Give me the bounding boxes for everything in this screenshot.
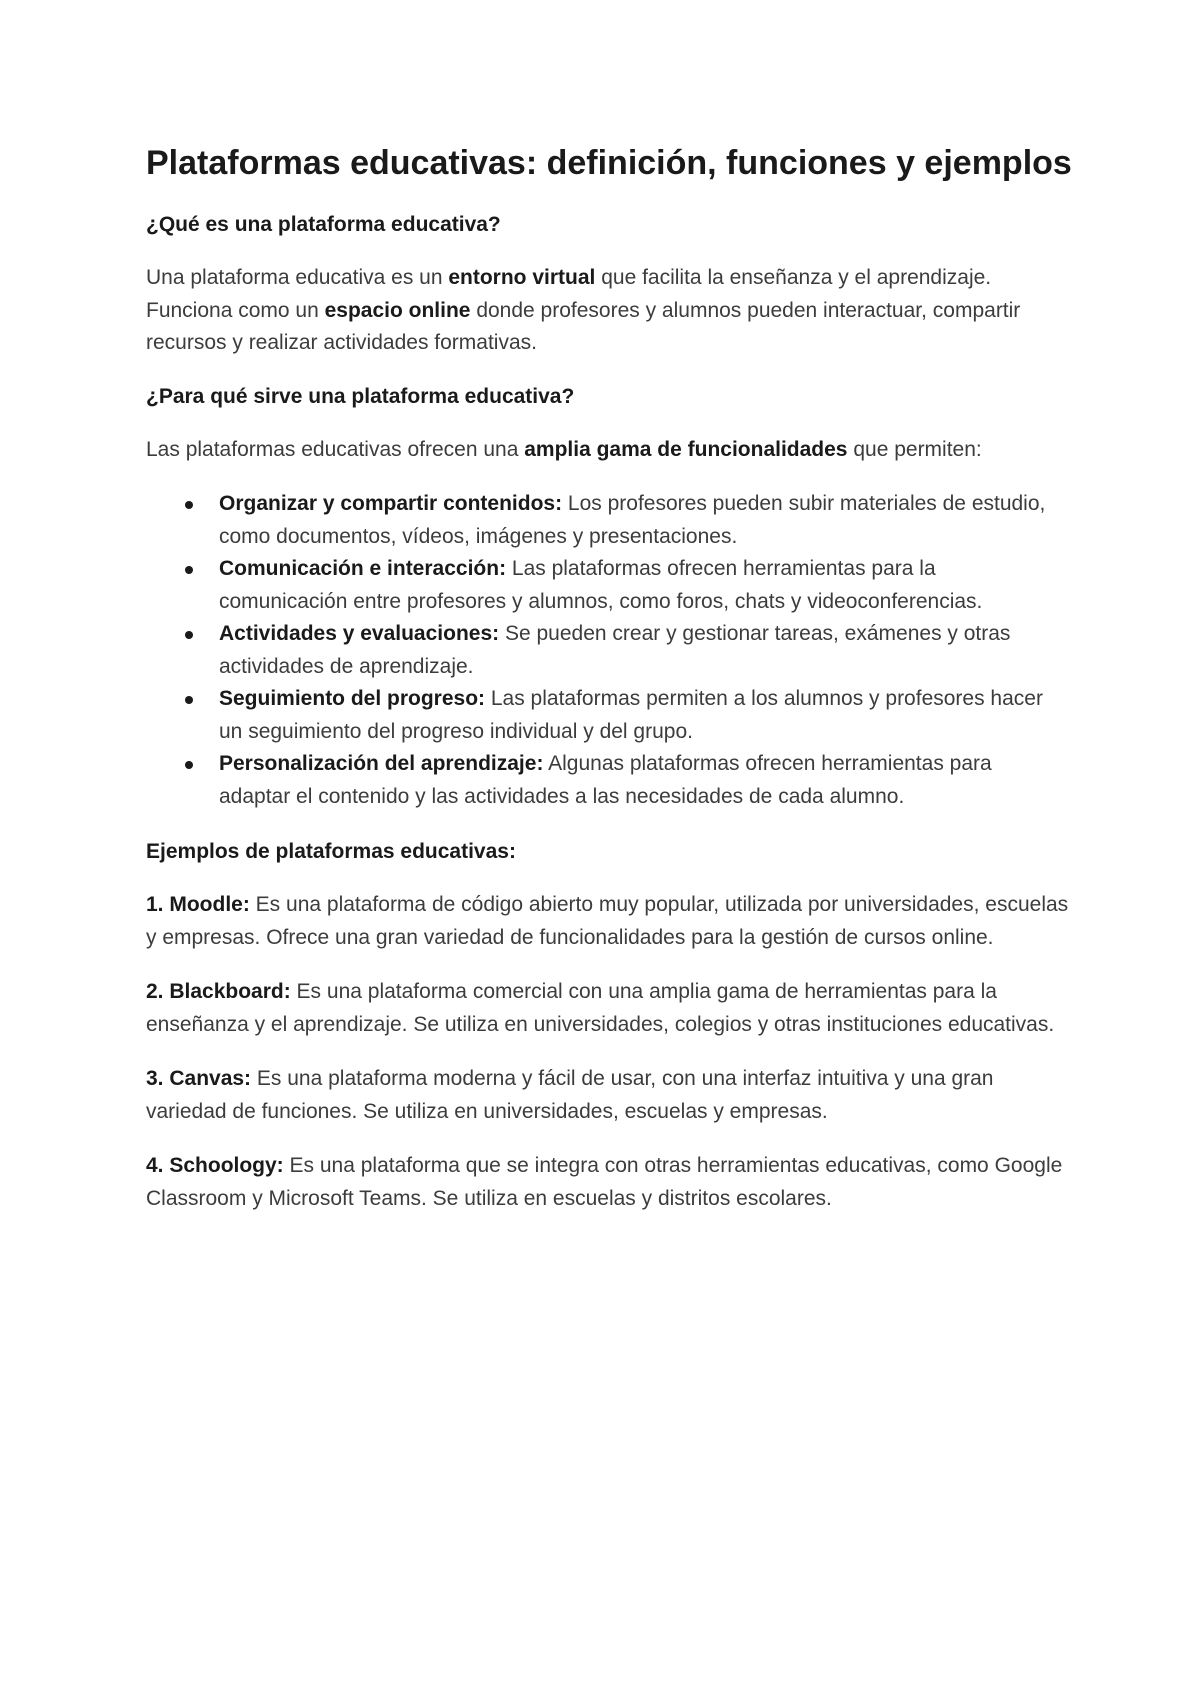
paragraph-what-is: Una plataforma educativa es un entorno virtual que facilita la enseñanza y el aprendizaje. Funciona como un espacio online donde profesores y alumnos pueden interactuar, compartir recursos y realizar actividades formativas.	[146, 266, 1021, 354]
list-item: Comunicación e interacción: Las plataformas ofrecen herramientas para la comunicación entre profesores y alumnos, como foros, chats y videoconferencias.	[219, 553, 1076, 618]
document-page	[146, 140, 1076, 1237]
bullet-icon	[185, 696, 193, 704]
example-blackboard: 2. Blackboard: Es una plataforma comercial con una amplia gama de herramientas para la enseñanza y el aprendizaje. Se utiliza en universidades, colegios y otras instituciones educativas.	[146, 980, 1055, 1036]
example-canvas: 3. Canvas: Es una plataforma moderna y fácil de usar, con una interfaz intuitiva y una gran variedad de funciones. Se utiliza en universidades, escuelas y empresas.	[146, 1067, 994, 1123]
bullet-icon	[185, 566, 193, 574]
bullet-icon	[185, 631, 193, 639]
bullet-icon	[185, 501, 193, 509]
list-item: Organizar y compartir contenidos: Los profesores pueden subir materiales de estudio, como documentos, vídeos, imágenes y presentaciones.	[219, 488, 1076, 553]
list-item: Seguimiento del progreso: Las plataformas permiten a los alumnos y profesores hacer un seguimiento del progreso individual y del grupo.	[219, 683, 1076, 748]
heading-purpose: ¿Para qué sirve una plataforma educativa?	[146, 384, 575, 408]
heading-examples: Ejemplos de plataformas educativas:	[146, 840, 516, 863]
list-item: Actividades y evaluaciones: Se pueden crear y gestionar tareas, exámenes y otras actividades de aprendizaje.	[219, 618, 1076, 683]
page-title: Plataformas educativas: definición, funciones y ejemplos	[146, 144, 1072, 182]
bullet-icon	[185, 761, 193, 769]
functions-list	[146, 488, 1076, 813]
example-schoology: 4. Schoology: Es una plataforma que se integra con otras herramientas educativas, como Google Classroom y Microsoft Teams. Se utiliza en escuelas y distritos escolares.	[146, 1154, 1063, 1210]
example-moodle: 1. Moodle: Es una plataforma de código abierto muy popular, utilizada por universidades, escuelas y empresas. Ofrece una gran variedad de funcionalidades para la gestión de cursos online.	[146, 893, 1069, 949]
list-item: Personalización del aprendizaje: Algunas plataformas ofrecen herramientas para adaptar el contenido y las actividades a las necesidades de cada alumno.	[219, 748, 1076, 813]
heading-what-is: ¿Qué es una plataforma educativa?	[146, 213, 501, 236]
paragraph-purpose: Las plataformas educativas ofrecen una amplia gama de funcionalidades que permiten:	[146, 437, 982, 461]
